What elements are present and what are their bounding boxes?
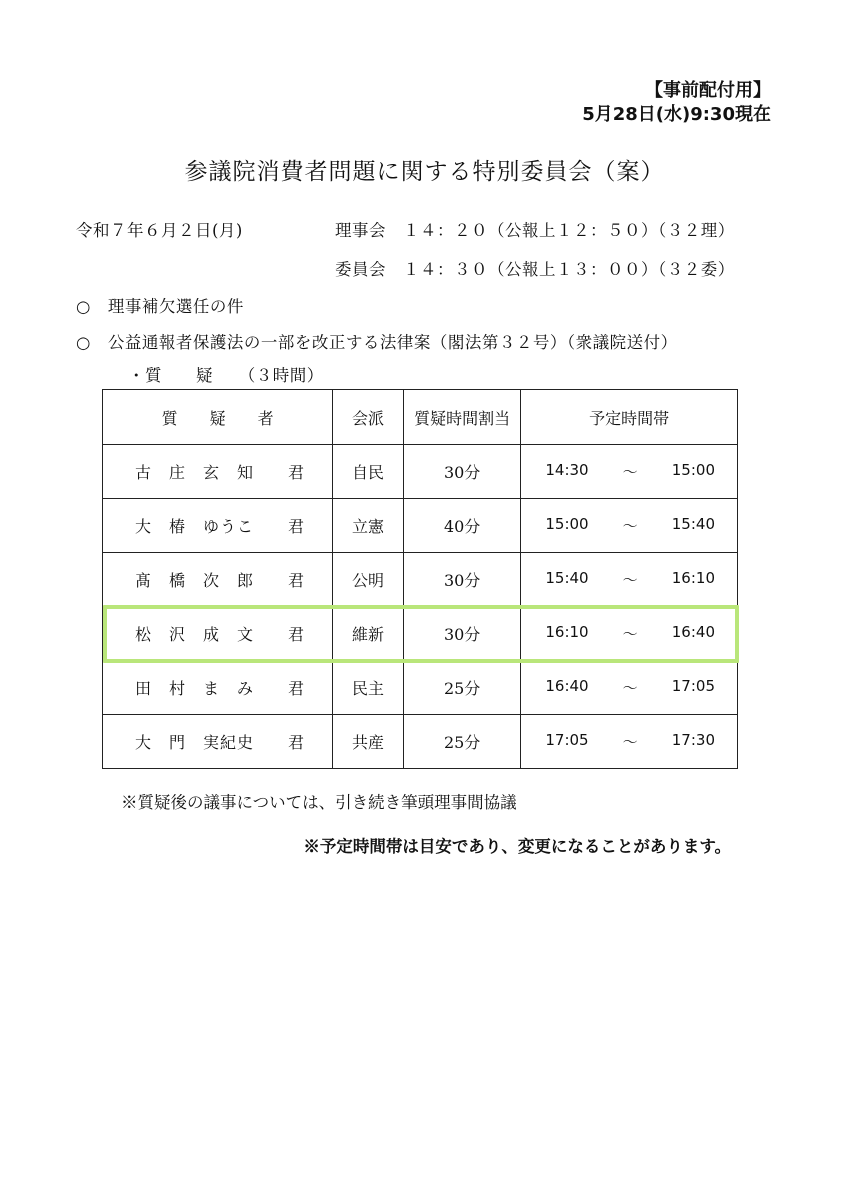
party: 自民 (333, 445, 404, 499)
party: 立憲 (333, 499, 404, 553)
range-separator: ～ (622, 625, 638, 643)
questioner-name: 松 沢 成 文 君 (103, 607, 333, 661)
meeting-date: 令和７年６月２日(月) (76, 221, 243, 240)
start-time: 16:10 (545, 623, 589, 641)
table-row (103, 499, 738, 553)
time-allocation: 30分 (403, 553, 520, 607)
time-slot (521, 445, 738, 499)
range-separator: ～ (622, 679, 638, 697)
table-row-highlighted (103, 607, 738, 661)
header-party: 会派 (333, 390, 404, 445)
table-header-row (103, 390, 738, 445)
party: 維新 (333, 607, 404, 661)
start-time: 15:40 (545, 569, 589, 587)
questioning-schedule-table (102, 389, 738, 769)
agenda-item-1: ○ 理事補欠選任の件 (76, 297, 244, 316)
time-allocation: 25分 (403, 661, 520, 715)
distribution-tag: 【事前配付用】 (645, 80, 771, 101)
note-deliberation: ※質疑後の議事については、引き続き筆頭理事間協議 (121, 793, 517, 812)
header-time-allocation: 質疑時間割当 (403, 390, 520, 445)
end-time: 17:05 (671, 677, 715, 695)
start-time: 16:40 (545, 677, 589, 695)
time-allocation: 30分 (403, 607, 520, 661)
time-slot (521, 553, 738, 607)
party: 共産 (333, 715, 404, 769)
questioning-subheading: ・質 疑 （３時間） (128, 366, 324, 385)
time-allocation: 25分 (403, 715, 520, 769)
range-separator: ～ (622, 517, 638, 535)
questioner-name: 大 椿 ゆうこ 君 (103, 499, 333, 553)
party: 民主 (333, 661, 404, 715)
document-title: 参議院消費者問題に関する特別委員会（案） (184, 159, 665, 185)
header-questioner: 質 疑 者 (103, 390, 333, 445)
time-allocation: 30分 (403, 445, 520, 499)
range-separator: ～ (622, 463, 638, 481)
start-time: 15:00 (545, 515, 589, 533)
time-slot (521, 607, 738, 661)
start-time: 17:05 (545, 731, 589, 749)
end-time: 16:40 (671, 623, 715, 641)
note-schedule-disclaimer: ※予定時間帯は目安であり、変更になることがあります。 (303, 837, 731, 856)
time-slot (521, 715, 738, 769)
agenda-item-2: ○ 公益通報者保護法の一部を改正する法律案（閣法第３２号）（衆議院送付） (76, 333, 678, 352)
table-row (103, 715, 738, 769)
range-separator: ～ (622, 571, 638, 589)
questioner-name: 大 門 実紀史 君 (103, 715, 333, 769)
questioner-name: 古 庄 玄 知 君 (103, 445, 333, 499)
questioner-name: 髙 橋 次 郎 君 (103, 553, 333, 607)
start-time: 14:30 (545, 461, 589, 479)
time-slot (521, 499, 738, 553)
as-of-timestamp: 5月28日(水)9:30現在 (582, 104, 771, 125)
questioner-name: 田 村 ま み 君 (103, 661, 333, 715)
time-allocation: 40分 (403, 499, 520, 553)
range-separator: ～ (622, 733, 638, 751)
header-time-slot: 予定時間帯 (521, 390, 738, 445)
party: 公明 (333, 553, 404, 607)
end-time: 15:00 (671, 461, 715, 479)
end-time: 16:10 (671, 569, 715, 587)
table-row (103, 445, 738, 499)
table-row (103, 661, 738, 715)
end-time: 15:40 (671, 515, 715, 533)
end-time: 17:30 (671, 731, 715, 749)
time-slot (521, 661, 738, 715)
table-row (103, 553, 738, 607)
committee-meeting-time: 委員会 １４：３０（公報上１３：００）（３２委） (335, 260, 735, 279)
board-meeting-time: 理事会 １４：２０（公報上１２：５０）（３２理） (335, 221, 735, 240)
